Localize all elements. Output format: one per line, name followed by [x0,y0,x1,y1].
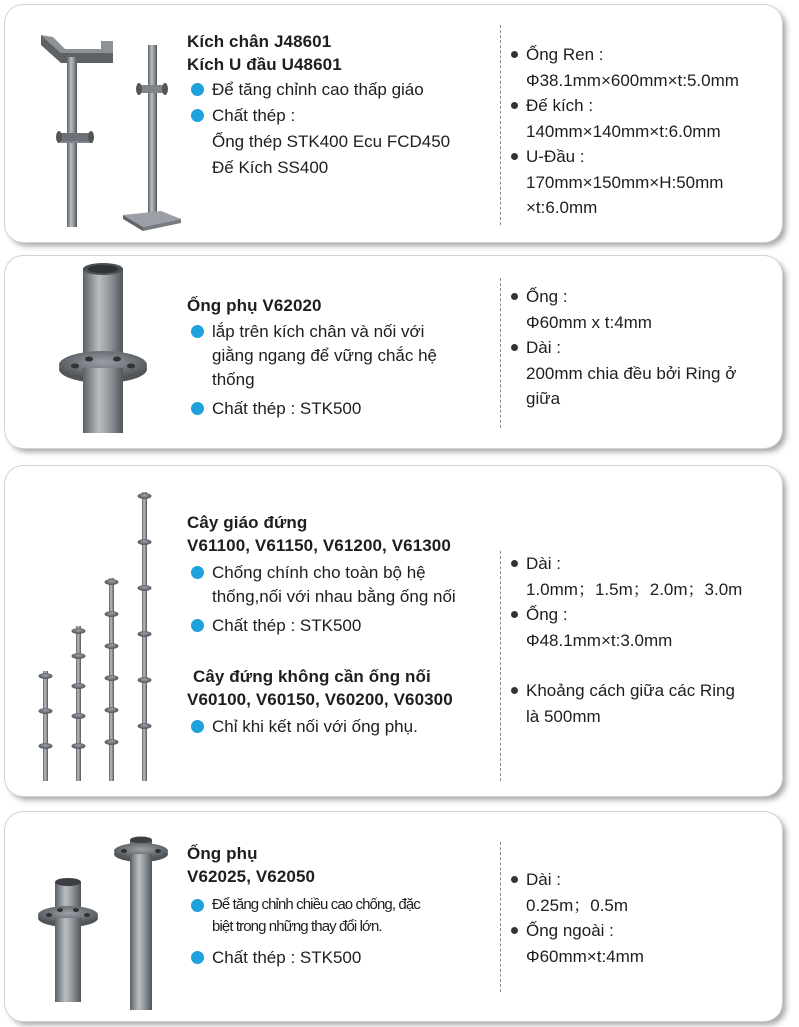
jack-spec-value-1: Φ38.1mm×600mm×t:5.0mm [526,70,739,90]
collar-divider [500,278,501,428]
standard-bullet-2: Chất thép : STK500 [187,614,456,637]
collar-short-bullet-1-line-2: biệt trong những thay đổi lớn. [212,918,382,935]
standard-bullet-1-line-2: thống,nối với nhau bằng ống nối [212,587,456,606]
collar-spec-value-2a: 200mm chia đều bởi Ring ở [526,363,737,383]
standard-bullet-3: Chỉ khi kết nối với ống phụ. [187,715,456,738]
standard-specs [508,551,742,729]
screw-jack-icon [5,5,185,242]
standard-description [187,511,456,738]
jack-spec-label-2: Đế kích : [508,93,739,119]
jack-material-2: Đế Kích SS400 [212,158,329,177]
collar-icon [5,812,185,1021]
product-card-standard [5,466,782,796]
collar-short-specs [508,867,644,969]
collar-spec-value-2b: giữa [526,389,561,408]
jack-spec-label-3: U-Đầu : [508,144,739,170]
base-collar-icon [5,256,185,448]
jack-bullet-1: Để tăng chỉnh cao thấp giáo [187,78,450,101]
product-card-base-collar [5,256,782,448]
standard-bullet-1 [187,561,456,609]
collar-bullet-2: Chất thép : STK500 [187,397,437,420]
jack-divider [500,25,501,225]
jack-specs [508,42,739,221]
collar-spec-label-2: Dài : [508,335,736,361]
collar-short-spec-value-1: 0.25m；0.5m [526,895,629,915]
standard-codes-2: V60100, V60150, V60200, V60300 [187,690,453,709]
standard-spec-label-3: Khoảng cách giữa các Ring [508,678,742,704]
jack-description [187,30,450,179]
collar-short-bullet-1-line-1: Để tăng chỉnh chiều cao chống, đặc [212,896,420,913]
standard-bullet-1-line-1: Chống chính cho toàn bộ hệ [212,563,426,582]
product-card-jack [5,5,782,242]
standard-codes-1: V61100, V61150, V61200, V61300 [187,536,451,555]
collar-short-bullet-2: Chất thép : STK500 [187,946,420,969]
collar-bullet-1-line-1: lắp trên kích chân và nối với [212,322,425,341]
standard-spec-value-1: 1.0mm；1.5m；2.0m；3.0m [526,579,743,599]
jack-material-1: Ống thép STK400 Ecu FCD450 [212,132,451,151]
collar-spec-value-1: Φ60mm x t:4mm [526,312,652,332]
collar-bullet-1 [187,320,437,392]
jack-spec-label-1: Ống Ren : [508,42,739,68]
collar-specs [508,284,736,412]
jack-title-2: Kích U đầu U48601 [187,55,342,74]
collar-short-title: Ống phụ [187,844,258,863]
standard-title-2: Cây đứng không cần ống nối [193,667,431,686]
standard-spec-value-3: là 500mm [526,706,601,726]
product-card-collar-short [5,812,782,1021]
standard-divider [500,551,501,781]
jack-title-1: Kích chân J48601 [187,32,332,51]
collar-short-spec-label-2: Ống ngoài : [508,918,644,944]
collar-bullet-1-line-2: giằng ngang để vững chắc hệ [212,346,438,365]
collar-short-codes: V62025, V62050 [187,867,316,886]
collar-bullet-1-line-3: thống [212,370,255,389]
collar-spec-label-1: Ống : [508,284,736,310]
collar-title: Ống phụ V62020 [187,296,322,315]
collar-short-description [187,842,420,969]
jack-spec-value-3b: ×t:6.0mm [526,198,598,217]
collar-description [187,294,437,420]
jack-spec-value-2: 140mm×140mm×t:6.0mm [526,121,721,141]
jack-spec-value-3a: 170mm×150mm×H:50mm [526,172,724,192]
collar-short-spec-value-2: Φ60mm×t:4mm [526,946,644,966]
jack-bullet-2: Chất thép : [187,104,450,127]
collar-short-bullet-1 [187,894,420,938]
standard-spec-label-2: Ống : [508,602,742,628]
collar-short-divider [500,842,501,992]
standard-spec-label-1: Dài : [508,551,742,577]
collar-short-spec-label-1: Dài : [508,867,644,893]
standard-title-1: Cây giáo đứng [187,513,308,532]
standard-pole-icon [5,466,185,796]
standard-spec-value-2: Φ48.1mm×t:3.0mm [526,630,673,650]
